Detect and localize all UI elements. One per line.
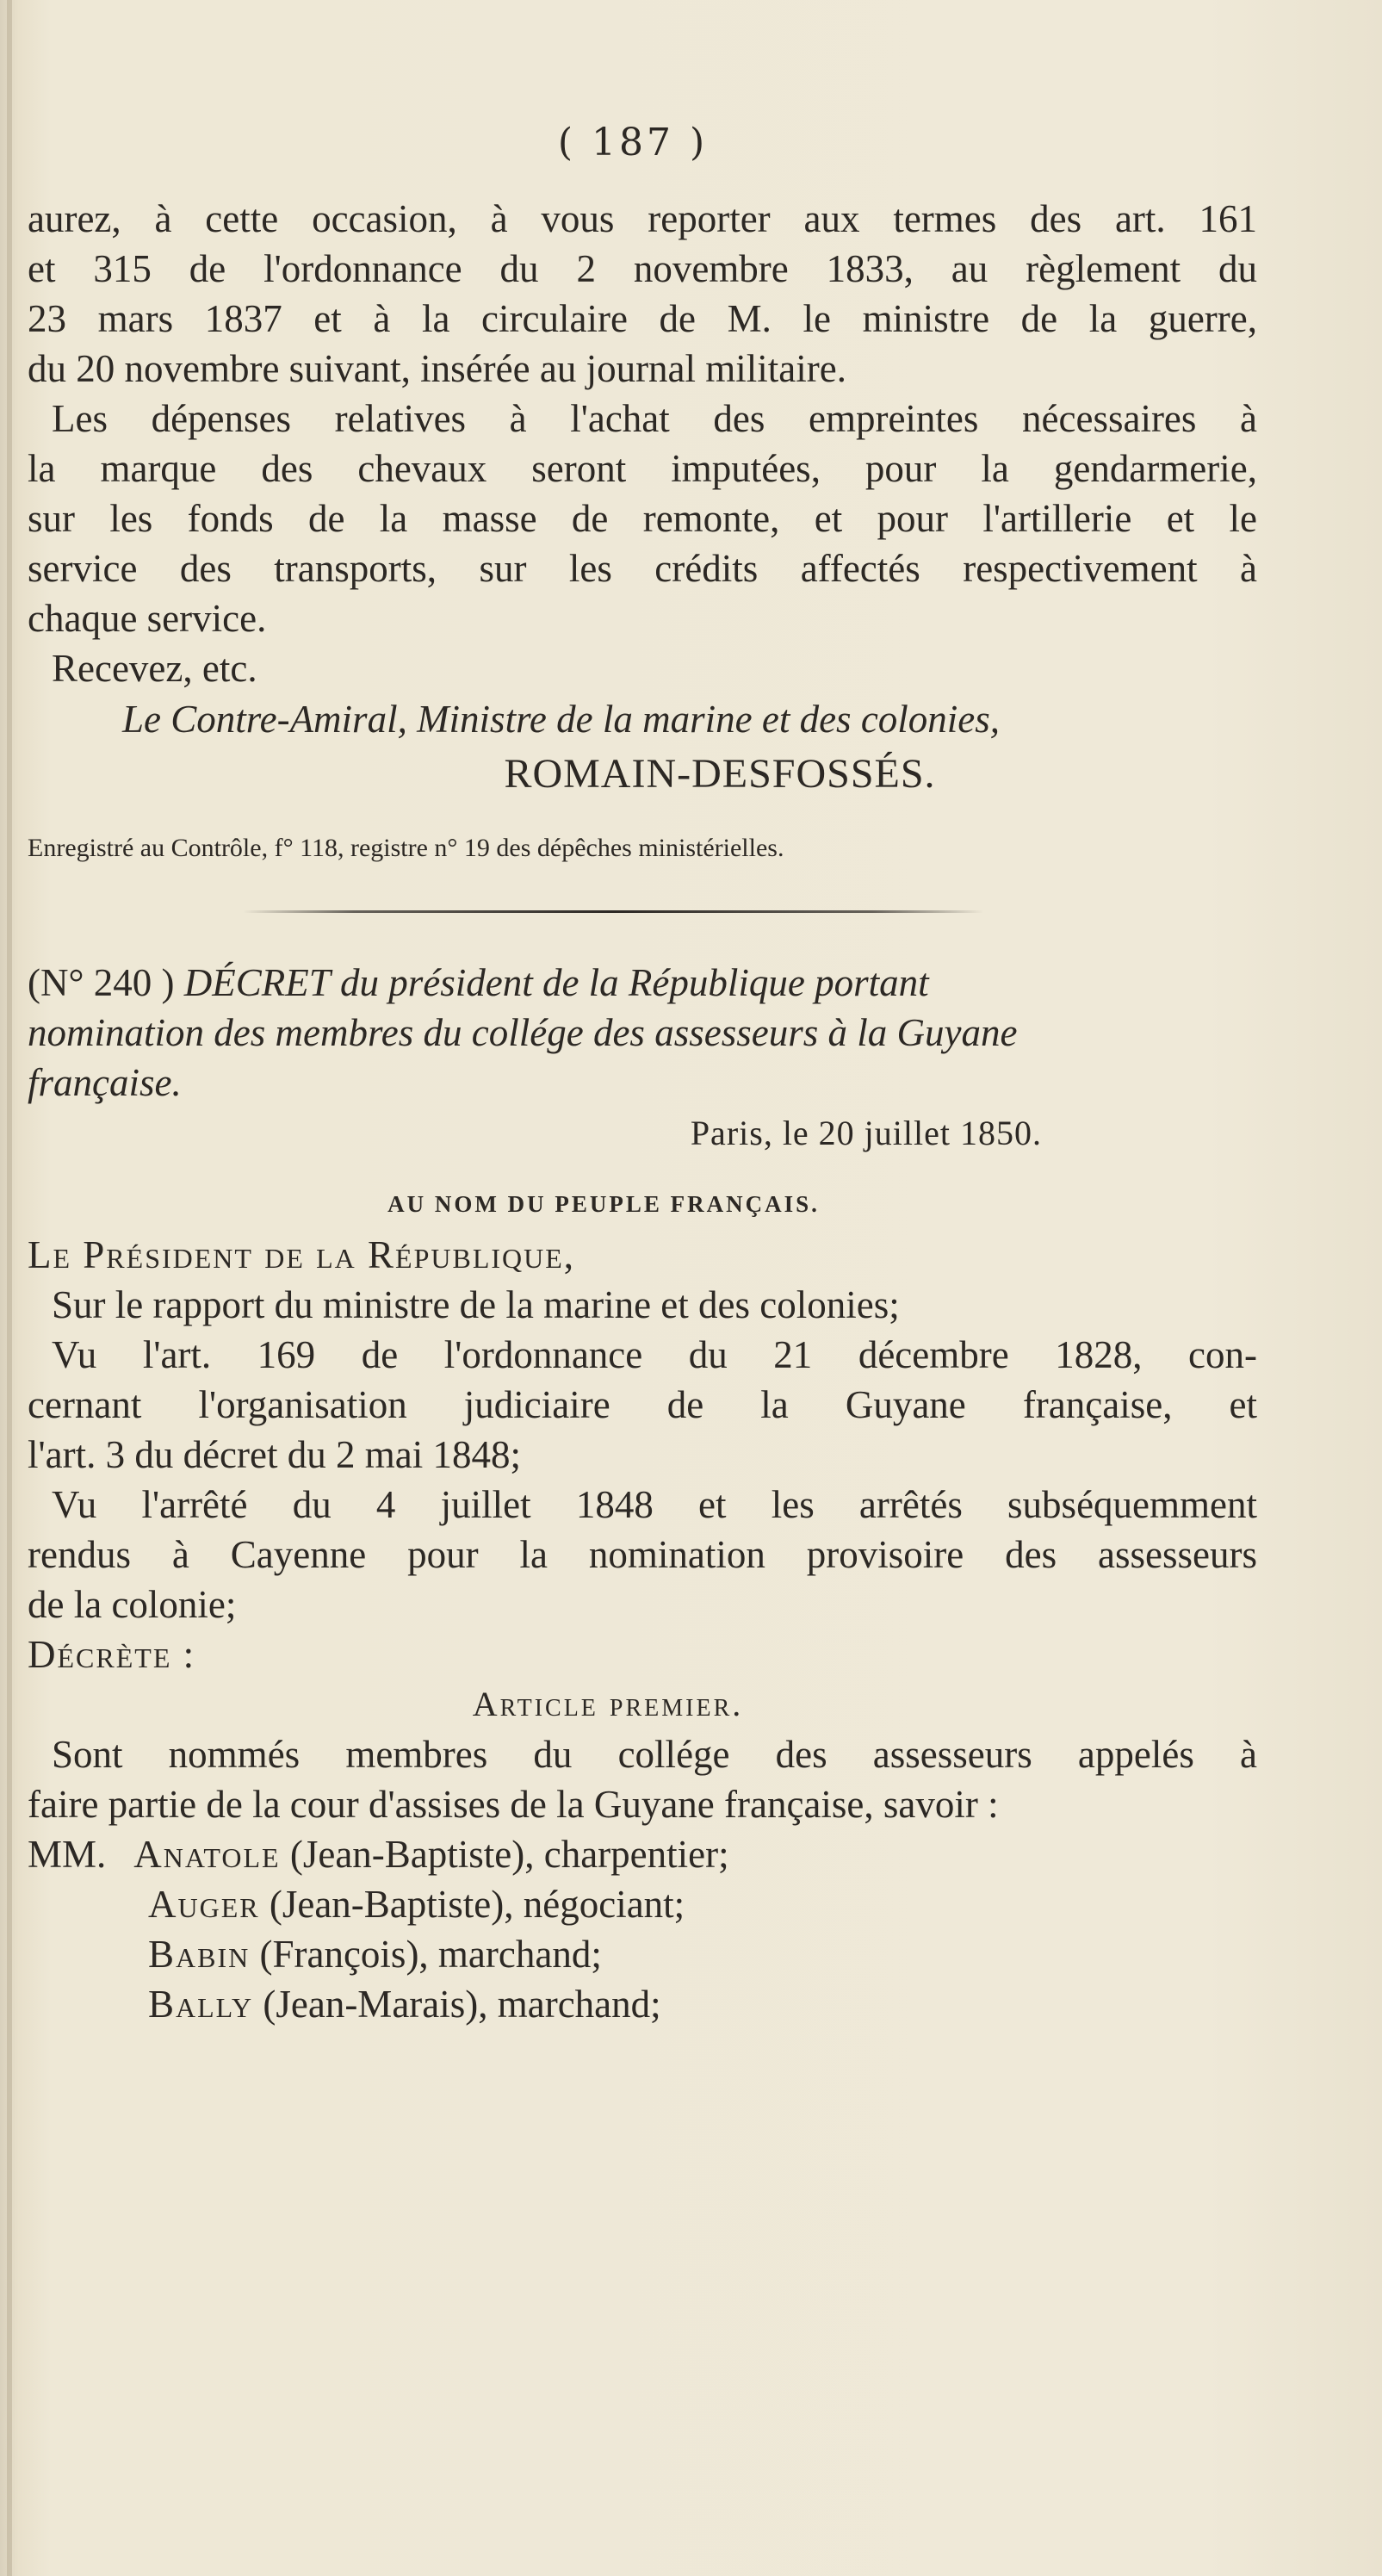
text-line: faire partie de la cour d'assises de la Guyane française, savoir :: [28, 1783, 999, 1826]
president-line: Le Président de la République,: [28, 1233, 576, 1276]
decrete-heading: Décrète :: [28, 1633, 196, 1676]
section-divider: [243, 910, 983, 913]
text-line: 23 mars 1837 et à la circulaire de M. le ministre de la guerre,: [28, 297, 1257, 340]
text-line: la marque des chevaux seront imputées, pour la gendarmerie,: [28, 447, 1257, 490]
text-line: de la colonie;: [28, 1583, 237, 1626]
page-number: ( 187 ): [557, 121, 709, 164]
list-item: [28, 1829, 1257, 1879]
binding-gutter: [7, 0, 12, 2576]
decree-date: Paris, le 20 juillet 1850.: [690, 1114, 1042, 1152]
decree-word: DÉCRET: [183, 961, 331, 1004]
invocation: AU NOM DU PEUPLE FRANÇAIS.: [387, 1191, 820, 1217]
signature-title: Le Contre-Amiral, Ministre de la marine et des colonies,: [122, 698, 1001, 741]
decree-heading-line: nomination des membres du collége des assesseurs à la Guyane: [28, 1011, 1018, 1054]
text-line: Vu l'arrêté du 4 juillet 1848 et les arrêtés subséquemment: [52, 1483, 1257, 1526]
list-item: [28, 1979, 1257, 2029]
decree-heading: [28, 958, 1257, 1108]
text-line: rendus à Cayenne pour la nomination provisoire des assesseurs: [28, 1533, 1257, 1576]
member-details: (Jean-Marais), marchand;: [263, 1983, 661, 2026]
decree-heading-text: du président de la République portant: [339, 961, 929, 1004]
text-line: aurez, à cette occasion, à vous reporter aux termes des art. 161: [28, 197, 1257, 240]
text-line: l'art. 3 du décret du 2 mai 1848;: [28, 1433, 521, 1476]
paragraph-instructions: [28, 194, 1257, 394]
text-line: service des transports, sur les crédits affectés respectivement à: [28, 547, 1257, 590]
decree-heading-line: [28, 958, 1257, 1008]
member-details: (François), marchand;: [259, 1933, 602, 1976]
signature-name: ROMAIN-DESFOSSÉS.: [504, 751, 936, 797]
closing-formula: Recevez, etc.: [52, 647, 257, 690]
text-line: et 315 de l'ordonnance du 2 novembre 1833, au règlement du: [28, 247, 1257, 290]
article-text: [28, 1729, 1257, 1829]
text-line: Sont nommés membres du collége des assesseurs appelés à: [52, 1733, 1257, 1776]
considerant-2: [28, 1330, 1257, 1480]
registration-note: Enregistré au Contrôle, f° 118, registre n° 19 des dépêches ministérielles.: [28, 834, 784, 862]
member-surname: Auger: [148, 1883, 260, 1926]
article-heading: Article premier.: [472, 1685, 744, 1723]
considerant-1: [28, 1280, 1257, 1330]
paragraph-expenses: [28, 394, 1257, 643]
list-item: [28, 1929, 1257, 1979]
member-surname: Anatole: [133, 1833, 281, 1876]
member-surname: Babin: [148, 1933, 251, 1976]
considerant-3: [28, 1480, 1257, 1629]
text-line: cernant l'organisation judiciaire de la Guyane française, et: [28, 1383, 1257, 1426]
text-line: sur les fonds de la masse de remonte, et pour l'artillerie et le: [28, 497, 1257, 540]
members-list: [28, 1829, 1257, 2029]
text-line: Vu l'art. 169 de l'ordonnance du 21 décembre 1828, con-: [52, 1333, 1257, 1376]
text-line: Les dépenses relatives à l'achat des empreintes nécessaires à: [52, 397, 1257, 440]
text-block: [28, 194, 1257, 2029]
member-details: (Jean-Baptiste), charpentier;: [289, 1833, 729, 1876]
text-line: du 20 novembre suivant, insérée au journal militaire.: [28, 347, 846, 390]
member-surname: Bally: [148, 1983, 254, 2026]
decree-heading-line: française.: [28, 1061, 182, 1104]
decree-number: (N° 240 ): [28, 961, 175, 1004]
text-line: Sur le rapport du ministre de la marine et des colonies;: [52, 1283, 900, 1326]
mm-label: MM.: [28, 1833, 107, 1876]
member-details: (Jean-Baptiste), négociant;: [269, 1883, 685, 1926]
text-line: chaque service.: [28, 597, 267, 640]
list-item: [28, 1879, 1257, 1929]
